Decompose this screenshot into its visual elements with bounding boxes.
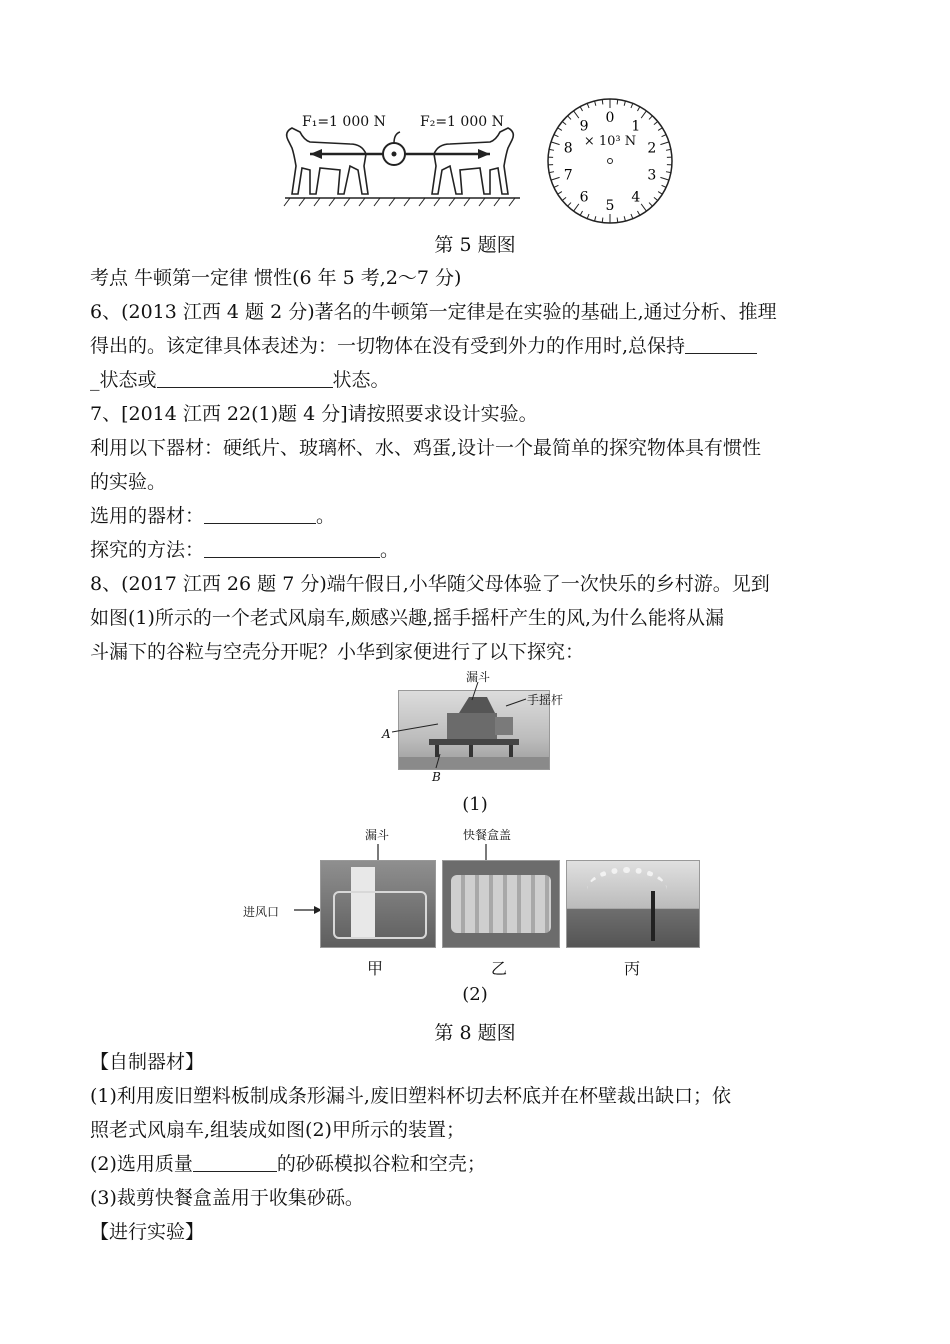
label-inlet: 进风口 [243,905,280,919]
dial-number: 9 [579,118,589,135]
q7-line2: 利用以下器材：硬纸片、玻璃杯、水、鸡蛋,设计一个最简单的探究物体具有惯性 [90,437,762,459]
figure-5-caption: 第 5 题图 [434,234,516,256]
dial-tick [617,218,618,223]
q6-line2 [90,334,757,358]
panel-yi-label: 乙 [491,959,508,978]
label-handle: 手摇杆 [527,693,564,707]
topic-line: 考点 牛顿第一定律 惯性(6 年 5 考,2～7 分) [90,267,462,289]
photo-yi [442,860,560,948]
dial-number: 0 [605,110,615,126]
dial-tick [602,99,603,104]
dial-number: 8 [563,140,573,157]
q8-line2: 如图(1)所示的一个老式风扇车,颇感兴趣,摇手摇杆产生的风,为什么能将从漏 [90,607,725,629]
right-horse [432,128,513,194]
q7-line1: 7、[2014 江西 22(1)题 4 分]请按照要求设计实验。 [90,403,538,425]
q7-method [90,538,399,562]
q7-method-label: 探究的方法： [90,539,205,561]
panel-jia-label: 甲 [367,959,384,978]
step2-prefix: (2)选用质量 [90,1153,193,1175]
fig8-sub2: (2) [462,984,488,1005]
q7-method-period: 。 [380,539,400,561]
section-self-made: 【自制器材】 [90,1051,205,1073]
dial-face [545,96,675,226]
q6-line1: 6、(2013 江西 4 题 2 分)著名的牛顿第一定律是在实验的基础上,通过分析、推理 [90,301,777,323]
dial-tick [602,218,603,223]
q7-line3: 的实验。 [90,471,167,493]
label-box-lid: 快餐盒盖 [463,828,512,842]
fig8-leader-lines [380,672,550,782]
q8-line1: 8、(2017 江西 26 题 7 分)端午假日,小华随父母体验了一次快乐的乡村游。见到 [90,573,770,595]
step2 [90,1152,486,1176]
q6-line3-prefix: _状态或 [90,369,157,391]
q6-line2-text: 得出的。该定律具体表述为：一切物体在没有受到外力的作用时,总保持 [90,335,686,357]
label-funnel: 漏斗 [466,670,491,684]
dial-number: 3 [647,167,657,184]
q7-equipment-period: 。 [316,505,336,527]
photo-jia [320,860,436,948]
panel-bing-label: 丙 [624,959,641,978]
dial-number: 2 [647,140,657,157]
f1-label: F₁=1 000 N [302,114,386,130]
q7-equipment [90,504,335,528]
dial-tick [617,99,618,104]
step2-suffix: 的砂砾模拟谷粒和空壳； [276,1153,486,1175]
label-b: B [432,770,441,784]
fig8-sub1: (1) [462,794,488,815]
step1-line1: (1)利用废旧塑料板制成条形漏斗,废旧塑料杯切去杯底并在杯壁裁出缺口；依 [90,1085,731,1107]
q8-line3: 斗漏下的谷粒与空壳分开呢？小华到家便进行了以下探究： [90,641,585,663]
q6-line3 [90,368,390,392]
photo-bing [566,860,700,948]
step3: (3)裁剪快餐盒盖用于收集砂砾。 [90,1187,364,1209]
step1-line2: 照老式风扇车,组装成如图(2)甲所示的装置； [90,1119,465,1141]
q7-equipment-blank[interactable] [204,505,316,524]
dial-number: 1 [631,118,641,135]
dial-unit: × 10³ N [583,134,637,149]
q6-blank-1[interactable] [685,335,757,354]
label-funnel-2: 漏斗 [365,828,390,842]
f2-label: F₂=1 000 N [420,114,504,130]
left-horse [287,128,368,194]
dial-number: 5 [605,198,615,214]
dial-number: 4 [631,189,641,206]
figure-8-caption: 第 8 题图 [434,1022,516,1044]
dial-number: 7 [563,167,573,184]
q6-blank-2[interactable] [157,369,333,388]
section-experiment: 【进行实验】 [90,1221,205,1243]
q7-equipment-label: 选用的器材： [90,505,205,527]
label-a: A [382,727,391,741]
q7-method-blank[interactable] [204,539,380,558]
dial-number: 6 [579,189,589,206]
q6-line3-suffix: 状态。 [332,369,390,391]
step2-blank[interactable] [193,1153,277,1172]
